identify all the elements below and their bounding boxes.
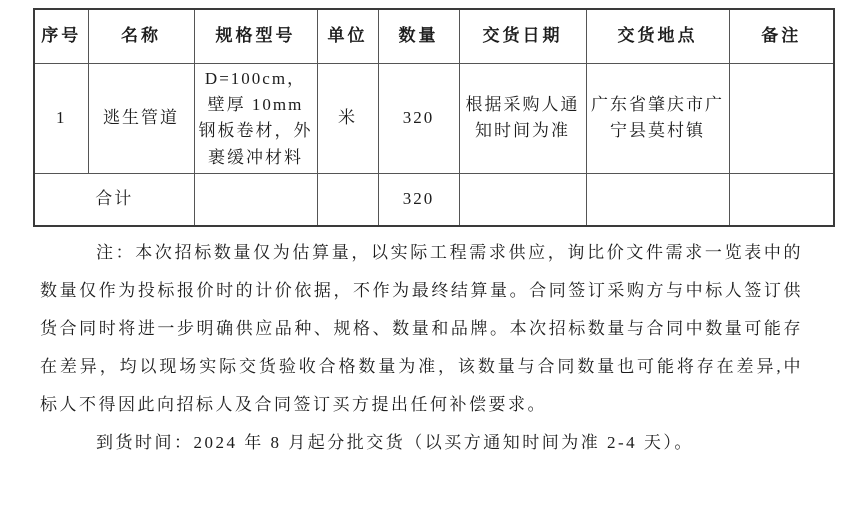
cell-seq: 1 <box>34 63 88 173</box>
header-remark: 备注 <box>729 9 834 63</box>
table-total-row <box>34 173 834 226</box>
header-seq: 序号 <box>34 9 88 63</box>
header-spec: 规格型号 <box>194 9 317 63</box>
header-unit: 单位 <box>317 9 378 63</box>
total-qty: 320 <box>378 173 459 226</box>
total-place-empty <box>586 173 729 226</box>
header-name: 名称 <box>88 9 194 63</box>
table-row <box>34 63 834 173</box>
note-paragraph: 注：本次招标数量仅为估算量，以实际工程需求供应，询比价文件需求一览表中的数量仅作为投标报价时的计价依据，不作为最终结算量。合同签订采购方与中标人签订供货合同时将进一步明确供应品种、规格、数量和品牌。本次招标数量与合同中数量可能存在差异，均以现场实际交货验收合格数量为准，该数量与合同数量也可能将存在差异,中标人不得因此向招标人及合同签订买方提出任何补偿要求。 <box>40 243 803 414</box>
total-unit-empty <box>317 173 378 226</box>
goods-requirement-table <box>33 8 835 227</box>
table-header-row <box>34 9 834 63</box>
total-label: 合计 <box>34 173 194 226</box>
cell-spec: D=100cm，壁厚 10mm 钢板卷材，外裹缓冲材料 <box>194 63 317 173</box>
cell-qty: 320 <box>378 63 459 173</box>
cell-delivery-date: 根据采购人通知时间为准 <box>459 63 586 173</box>
notes-section <box>40 234 803 462</box>
cell-unit: 米 <box>317 63 378 173</box>
header-qty: 数量 <box>378 9 459 63</box>
total-date-empty <box>459 173 586 226</box>
total-spec-empty <box>194 173 317 226</box>
total-remark-empty <box>729 173 834 226</box>
header-delivery-place: 交货地点 <box>586 9 729 63</box>
delivery-time-paragraph: 到货时间：2024 年 8 月起分批交货（以买方通知时间为准 2-4 天）。 <box>96 433 694 452</box>
cell-remark <box>729 63 834 173</box>
header-delivery-date: 交货日期 <box>459 9 586 63</box>
cell-delivery-place: 广东省肇庆市广宁县莫村镇 <box>586 63 729 173</box>
cell-name: 逃生管道 <box>88 63 194 173</box>
